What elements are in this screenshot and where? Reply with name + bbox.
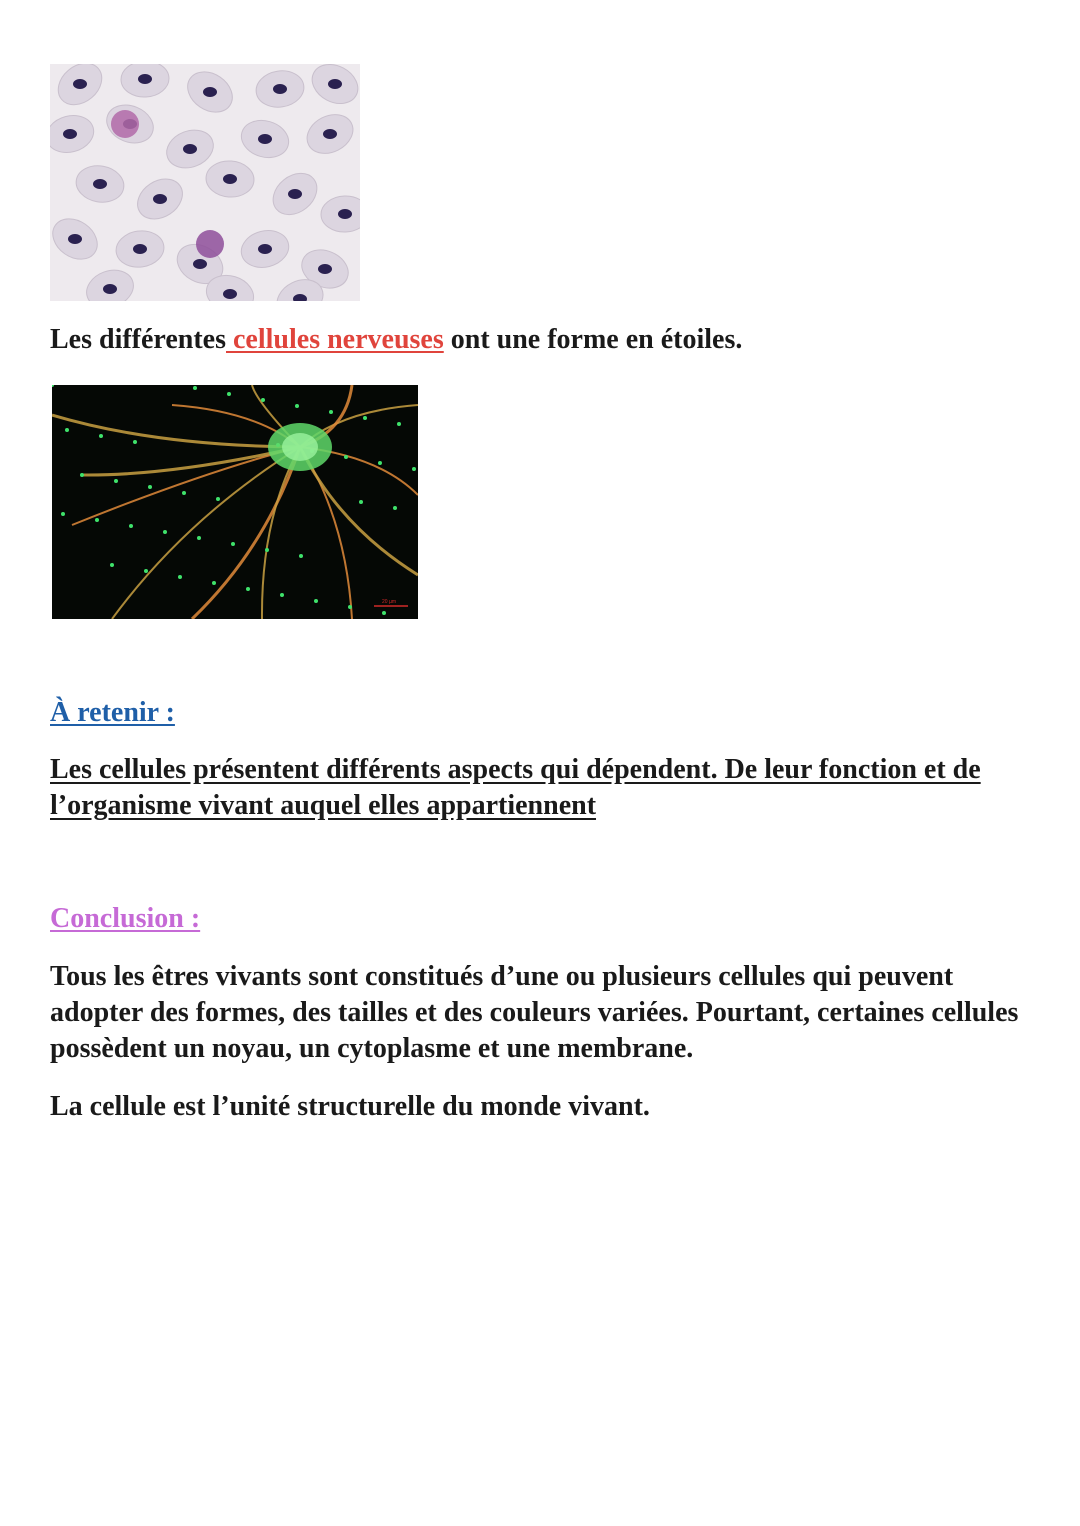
fluorescent-dot: [344, 455, 348, 459]
fluorescent-dot: [95, 518, 99, 522]
fluorescent-dot: [114, 479, 118, 483]
retenir-text: Les cellules présentent différents aspects qui dépendent. De leur fonction et de l’organisme vivant auquel elles appartiennent: [50, 754, 981, 821]
cell-nucleus: [323, 129, 337, 139]
cell-nucleus: [258, 134, 272, 144]
cell-nucleus: [63, 129, 77, 139]
fluorescent-dot: [314, 599, 318, 603]
cell-nucleus: [93, 179, 107, 189]
fluorescent-dot: [329, 410, 333, 414]
fluorescent-dot: [212, 581, 216, 585]
fluorescent-dot: [227, 392, 231, 396]
fluorescent-dot: [363, 416, 367, 420]
fluorescent-dot: [193, 386, 197, 390]
cell-nucleus: [223, 289, 237, 299]
fluorescent-dot: [412, 467, 416, 471]
fluorescent-dot: [216, 497, 220, 501]
fluorescent-dot: [348, 605, 352, 609]
fluorescent-dot: [295, 404, 299, 408]
fluorescent-dot: [393, 506, 397, 510]
fluorescent-dot: [246, 587, 250, 591]
cell-nucleus: [103, 284, 117, 294]
conclusion-final-sentence: La cellule est l’unité structurelle du monde vivant.: [50, 1091, 650, 1122]
cell-nucleus: [318, 264, 332, 274]
fluorescent-dot: [65, 428, 69, 432]
cell-nucleus: [153, 194, 167, 204]
blood-cells-image: [50, 64, 360, 301]
cell-nucleus: [338, 209, 352, 219]
retenir-heading: À retenir :: [50, 697, 175, 728]
fluorescent-dot: [261, 398, 265, 402]
fluorescent-dot: [163, 530, 167, 534]
fluorescent-dot: [382, 611, 386, 615]
white-blood-cell: [196, 230, 224, 258]
fluorescent-dot: [231, 542, 235, 546]
cell-nucleus: [203, 87, 217, 97]
conclusion-heading: Conclusion :: [50, 903, 201, 934]
cell-nucleus: [223, 174, 237, 184]
cell-nucleus: [288, 189, 302, 199]
cell-nucleus: [133, 244, 147, 254]
conclusion-text: Tous les êtres vivants sont constitués d’une ou plusieurs cellules qui peuvent adopter des formes, des tailles et des couleurs variées. Pourtant, certaines cellules possèdent un noyau, un cytoplasme et une membrane.: [50, 961, 1019, 1064]
fluorescent-dot: [378, 461, 382, 465]
fluorescent-dot: [80, 473, 84, 477]
white-blood-cell: [111, 110, 139, 138]
sentence-prefix: Les différentes: [50, 324, 226, 355]
cell-nucleus: [183, 144, 197, 154]
fluorescent-dot: [182, 491, 186, 495]
cell-nucleus: [258, 244, 272, 254]
nerve-cells-link[interactable]: cellules nerveuses: [226, 324, 444, 355]
fluorescent-dot: [197, 536, 201, 540]
neuron-image: [52, 385, 418, 619]
fluorescent-dot: [148, 485, 152, 489]
fluorescent-dot: [280, 593, 284, 597]
fluorescent-dot: [397, 422, 401, 426]
cell-nucleus: [73, 79, 87, 89]
cell-nucleus: [68, 234, 82, 244]
fluorescent-dot: [299, 554, 303, 558]
nerve-cells-sentence: [50, 322, 742, 358]
sentence-suffix: ont une forme en étoiles.: [443, 324, 743, 355]
cell-nucleus: [193, 259, 207, 269]
cell-nucleus: [138, 74, 152, 84]
scale-bar-label: 20 µm: [382, 599, 396, 605]
fluorescent-dot: [359, 500, 363, 504]
fluorescent-dot: [99, 434, 103, 438]
fluorescent-dot: [144, 569, 148, 573]
fluorescent-dot: [61, 512, 65, 516]
fluorescent-dot: [133, 440, 137, 444]
fluorescent-dot: [178, 575, 182, 579]
fluorescent-dot: [129, 524, 133, 528]
cell-nucleus: [328, 79, 342, 89]
fluorescent-dot: [265, 548, 269, 552]
fluorescent-dot: [110, 563, 114, 567]
cell-nucleus: [273, 84, 287, 94]
